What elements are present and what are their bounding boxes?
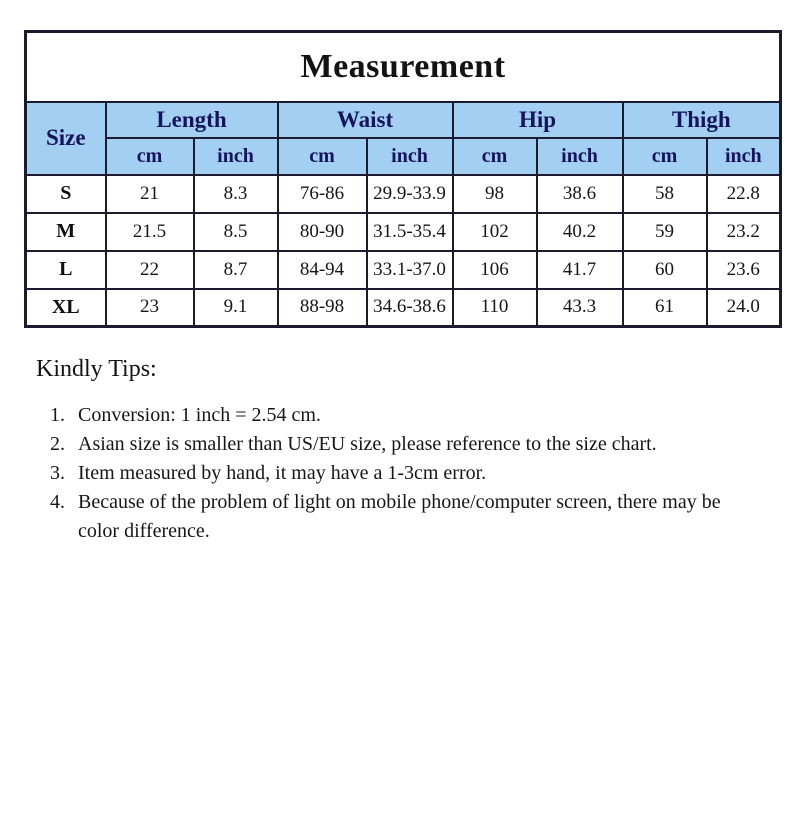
tip-item-asian-size: 2. Asian size is smaller than US/EU size, please reference to the size chart.	[70, 430, 736, 459]
cell-thigh-cm: 59	[623, 213, 707, 251]
cell-hip-cm: 98	[453, 175, 537, 213]
unit-header-waist-inch: inch	[367, 138, 453, 175]
cell-length-inch: 9.1	[194, 289, 278, 327]
col-group-thigh: Thigh	[623, 102, 781, 138]
col-group-hip: Hip	[453, 102, 623, 138]
table-row-m	[26, 213, 781, 251]
cell-thigh-inch: 22.8	[707, 175, 781, 213]
size-label: L	[26, 251, 106, 289]
tips-list	[36, 401, 736, 546]
cell-length-cm: 22	[106, 251, 194, 289]
tips-heading: Kindly Tips:	[36, 356, 157, 382]
cell-hip-inch: 40.2	[537, 213, 623, 251]
unit-header-length-cm: cm	[106, 138, 194, 175]
cell-hip-cm: 102	[453, 213, 537, 251]
cell-thigh-inch: 23.2	[707, 213, 781, 251]
title-row	[26, 32, 781, 102]
size-label: M	[26, 213, 106, 251]
tip-item-color-difference: 4. Because of the problem of light on mobile phone/computer screen, there may be color difference.	[70, 488, 736, 546]
cell-thigh-cm: 58	[623, 175, 707, 213]
cell-hip-inch: 41.7	[537, 251, 623, 289]
table-title: Measurement	[26, 32, 781, 102]
kindly-tips-section	[36, 356, 760, 546]
cell-waist-cm: 84-94	[278, 251, 367, 289]
tip-item-measure-error: 3. Item measured by hand, it may have a 1-3cm error.	[70, 459, 736, 488]
cell-length-inch: 8.7	[194, 251, 278, 289]
cell-waist-cm: 80-90	[278, 213, 367, 251]
unit-header-thigh-inch: inch	[707, 138, 781, 175]
size-label: XL	[26, 289, 106, 327]
cell-hip-cm: 110	[453, 289, 537, 327]
unit-header-hip-inch: inch	[537, 138, 623, 175]
cell-hip-inch: 43.3	[537, 289, 623, 327]
unit-header-thigh-cm: cm	[623, 138, 707, 175]
cell-thigh-cm: 60	[623, 251, 707, 289]
cell-thigh-cm: 61	[623, 289, 707, 327]
cell-length-cm: 21	[106, 175, 194, 213]
measurement-table	[24, 30, 782, 328]
cell-waist-inch: 29.9-33.9	[367, 175, 453, 213]
unit-header-length-inch: inch	[194, 138, 278, 175]
tip-item-conversion: 1. Conversion: 1 inch = 2.54 cm.	[70, 401, 736, 430]
size-column-header: Size	[26, 102, 106, 175]
cell-waist-cm: 88-98	[278, 289, 367, 327]
unit-header-row	[26, 138, 781, 175]
cell-thigh-inch: 24.0	[707, 289, 781, 327]
col-group-waist: Waist	[278, 102, 453, 138]
cell-waist-inch: 31.5-35.4	[367, 213, 453, 251]
cell-waist-inch: 34.6-38.6	[367, 289, 453, 327]
cell-hip-cm: 106	[453, 251, 537, 289]
cell-waist-cm: 76-86	[278, 175, 367, 213]
cell-thigh-inch: 23.6	[707, 251, 781, 289]
cell-waist-inch: 33.1-37.0	[367, 251, 453, 289]
unit-header-waist-cm: cm	[278, 138, 367, 175]
cell-length-inch: 8.5	[194, 213, 278, 251]
cell-length-inch: 8.3	[194, 175, 278, 213]
table-row-l	[26, 251, 781, 289]
group-header-row	[26, 102, 781, 138]
table-row-s	[26, 175, 781, 213]
unit-header-hip-cm: cm	[453, 138, 537, 175]
col-group-length: Length	[106, 102, 278, 138]
size-label: S	[26, 175, 106, 213]
cell-length-cm: 21.5	[106, 213, 194, 251]
table-row-xl	[26, 289, 781, 327]
cell-length-cm: 23	[106, 289, 194, 327]
cell-hip-inch: 38.6	[537, 175, 623, 213]
